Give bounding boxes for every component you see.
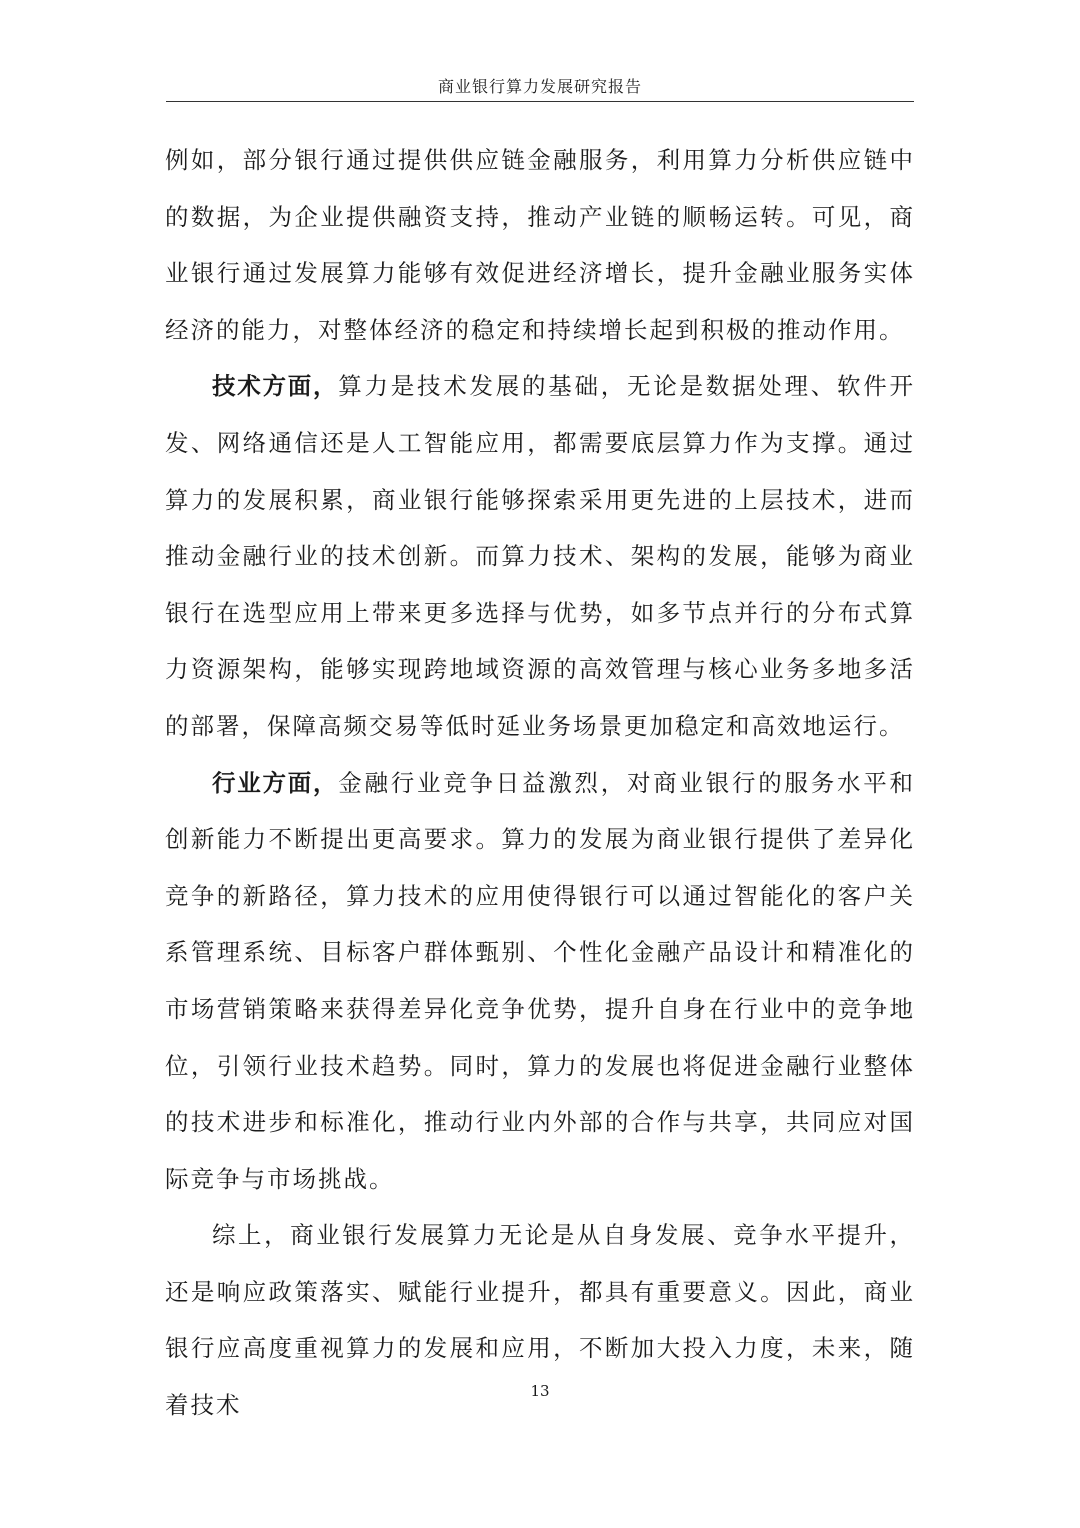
paragraph-technology — [165, 358, 915, 754]
paragraph-continuation — [165, 132, 915, 358]
paragraph-text: 例如，部分银行通过提供供应链金融服务，利用算力分析供应链中的数据，为企业提供融资支持，推动产业链的顺畅运转。可见，商业银行通过发展算力能够有效促进经济增长，提升金融业服务实体经济的能力，对整体经济的稳定和持续增长起到积极的推动作用。 — [165, 146, 915, 344]
paragraph-text: 金融行业竞争日益激烈，对商业银行的服务水平和创新能力不断提出更高要求。算力的发展为商业银行提供了差异化竞争的新路径，算力技术的应用使得银行可以通过智能化的客户关系管理系统、目标客户群体甄别、个性化金融产品设计和精准化的市场营销策略来获得差异化竞争优势，提升自身在行业中的竞争地位，引领行业技术趋势。同时，算力的发展也将促进金融行业整体的技术进步和标准化，推动行业内外部的合作与共享，共同应对国际竞争与市场挑战。 — [165, 768, 915, 1193]
paragraph-text: 算力是技术发展的基础，无论是数据处理、软件开发、网络通信还是人工智能应用，都需要底层算力作为支撑。通过算力的发展积累，商业银行能够探索采用更先进的上层技术，进而推动金融行业的技术创新。而算力技术、架构的发展，能够为商业银行在选型应用上带来更多选择与优势，如多节点并行的分布式算力资源架构，能够实现跨地域资源的高效管理与核心业务多地多活的部署，保障高频交易等低时延业务场景更加稳定和高效地运行。 — [165, 372, 915, 740]
paragraph-industry — [165, 755, 915, 1208]
page-number: 13 — [530, 1382, 550, 1400]
running-header: 商业银行算力发展研究报告 — [437, 77, 642, 96]
paragraph-text: 综上，商业银行发展算力无论是从自身发展、竞争水平提升，还是响应政策落实、赋能行业提升，都具有重要意义。因此，商业银行应高度重视算力的发展和应用，不断加大投入力度，未来，随着技术 — [165, 1221, 915, 1420]
body-text — [165, 132, 915, 1434]
header-divider — [166, 101, 914, 102]
paragraph-lead-heading: 技术方面， — [212, 372, 339, 401]
paragraph-lead-heading: 行业方面， — [212, 768, 339, 797]
